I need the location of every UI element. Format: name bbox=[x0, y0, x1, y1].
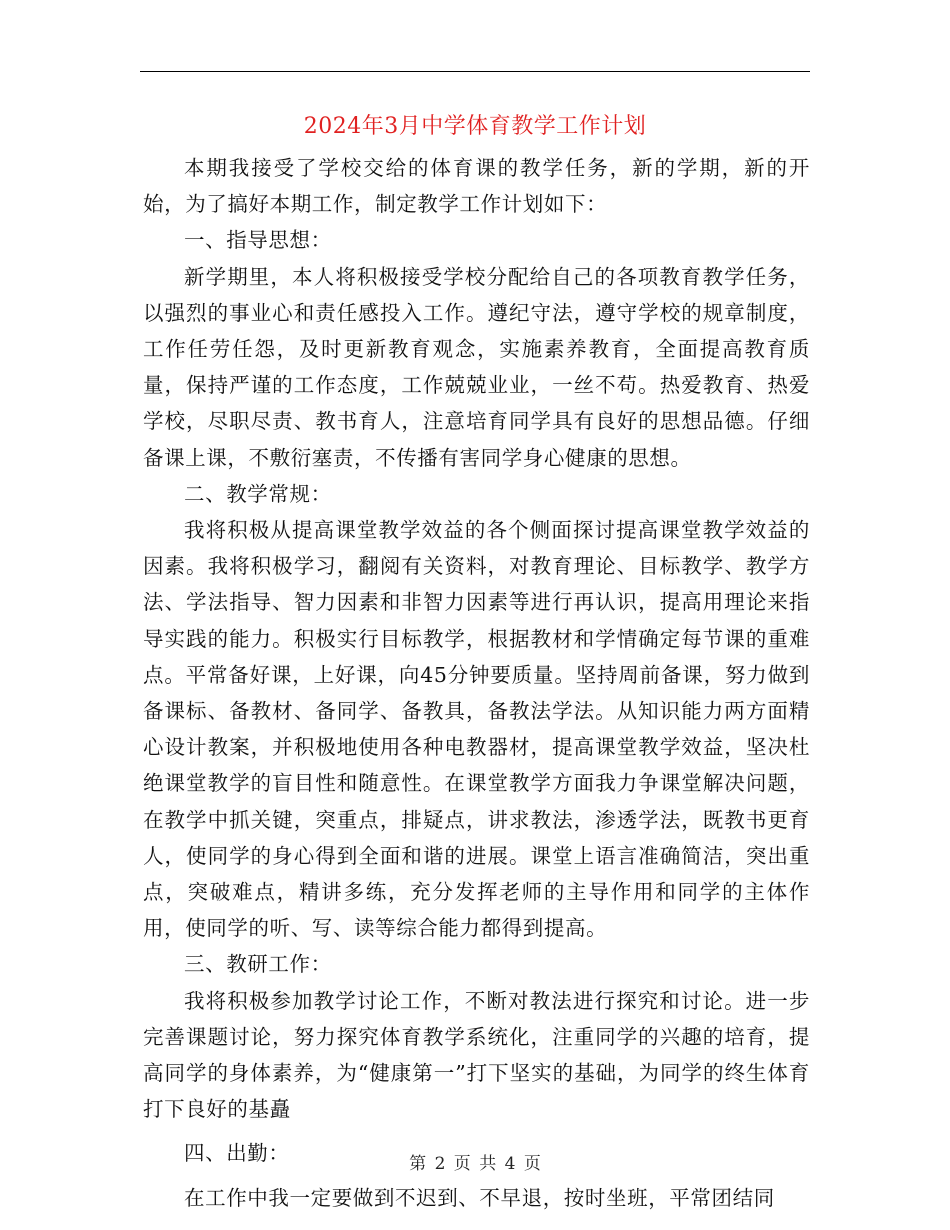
guiding-thought-paragraph: 新学期里，本人将积极接受学校分配给自己的各项教育教学任务，以强烈的事业心和责任感投入工作。遵纪守法，遵守学校的规章制度，工作任劳任怨，及时更新教育观念，实施素养教育，全面提高教育质量，保持严谨的工作态度，工作兢兢业业，一丝不苟。热爱教育、热爱学校，尽职尽责、教书育人，注意培育同学具有良好的思想品德。仔细备课上课，不敷衍塞责，不传播有害同学身心健康的思想。 bbox=[143, 264, 810, 470]
section-heading-attendance: 四、出勤： bbox=[184, 1141, 290, 1166]
section-heading-guiding-thought: 一、指导思想： bbox=[184, 228, 332, 253]
teaching-routine-paragraph: 我将积极从提高课堂教学效益的各个侧面探讨提高课堂教学效益的因素。我将积极学习，翻阅有关资料，对教育理论、目标教学、教学方法、学法指导、智力因素和非智力因素等进行再认识，提高用理论来指导实践的能力。积极实行目标教学，根据教材和学情确定每节课的重难点。平常备好课，上好课，向45分钟要质量。坚持周前备课，努力做到备课标、备教材、备同学、备教具，备教法学法。从知识能力两方面精心设计教案，并积极地使用各种电教器材，提高课堂教学效益，坚决杜绝课堂教学的盲目性和随意性。在课堂教学方面我力争课堂解决问题，在教学中抓关键，突重点，排疑点，讲求教法，渗透学法，既教书更育人，使同学的身心得到全面和谐的进展。课堂上语言准确简洁，突出重点，突破难点，精讲多练，充分发挥老师的主导作用和同学的主体作用，使同学的听、写、读等综合能力都得到提高。 bbox=[143, 518, 810, 941]
document-body bbox=[143, 150, 810, 1216]
teaching-research-paragraph: 我将积极参加教学讨论工作，不断对教法进行探究和讨论。进一步完善课题讨论，努力探究体育教学系统化，注重同学的兴趣的培育，提高同学的身体素养，为“健康第一”打下坚实的基础，为同学的终生体育打下良好的基矗 bbox=[143, 988, 810, 1122]
attendance-paragraph: 在工作中我一定要做到不迟到、不早退，按时坐班，平常团结同 bbox=[184, 1185, 775, 1210]
paragraph-gap bbox=[143, 1127, 810, 1135]
header-rule bbox=[140, 71, 810, 72]
intro-paragraph: 本期我接受了学校交给的体育课的教学任务，新的学期，新的开始，为了搞好本期工作，制定教学工作计划如下： bbox=[143, 156, 810, 217]
document-title: 2024年3月中学体育教学工作计划 bbox=[303, 114, 647, 139]
section-heading-teaching-routine: 二、教学常规： bbox=[184, 481, 332, 506]
section-heading-teaching-research: 三、教研工作： bbox=[184, 952, 332, 977]
page-number-footer: 第 2 页 共 4 页 bbox=[409, 1154, 541, 1174]
